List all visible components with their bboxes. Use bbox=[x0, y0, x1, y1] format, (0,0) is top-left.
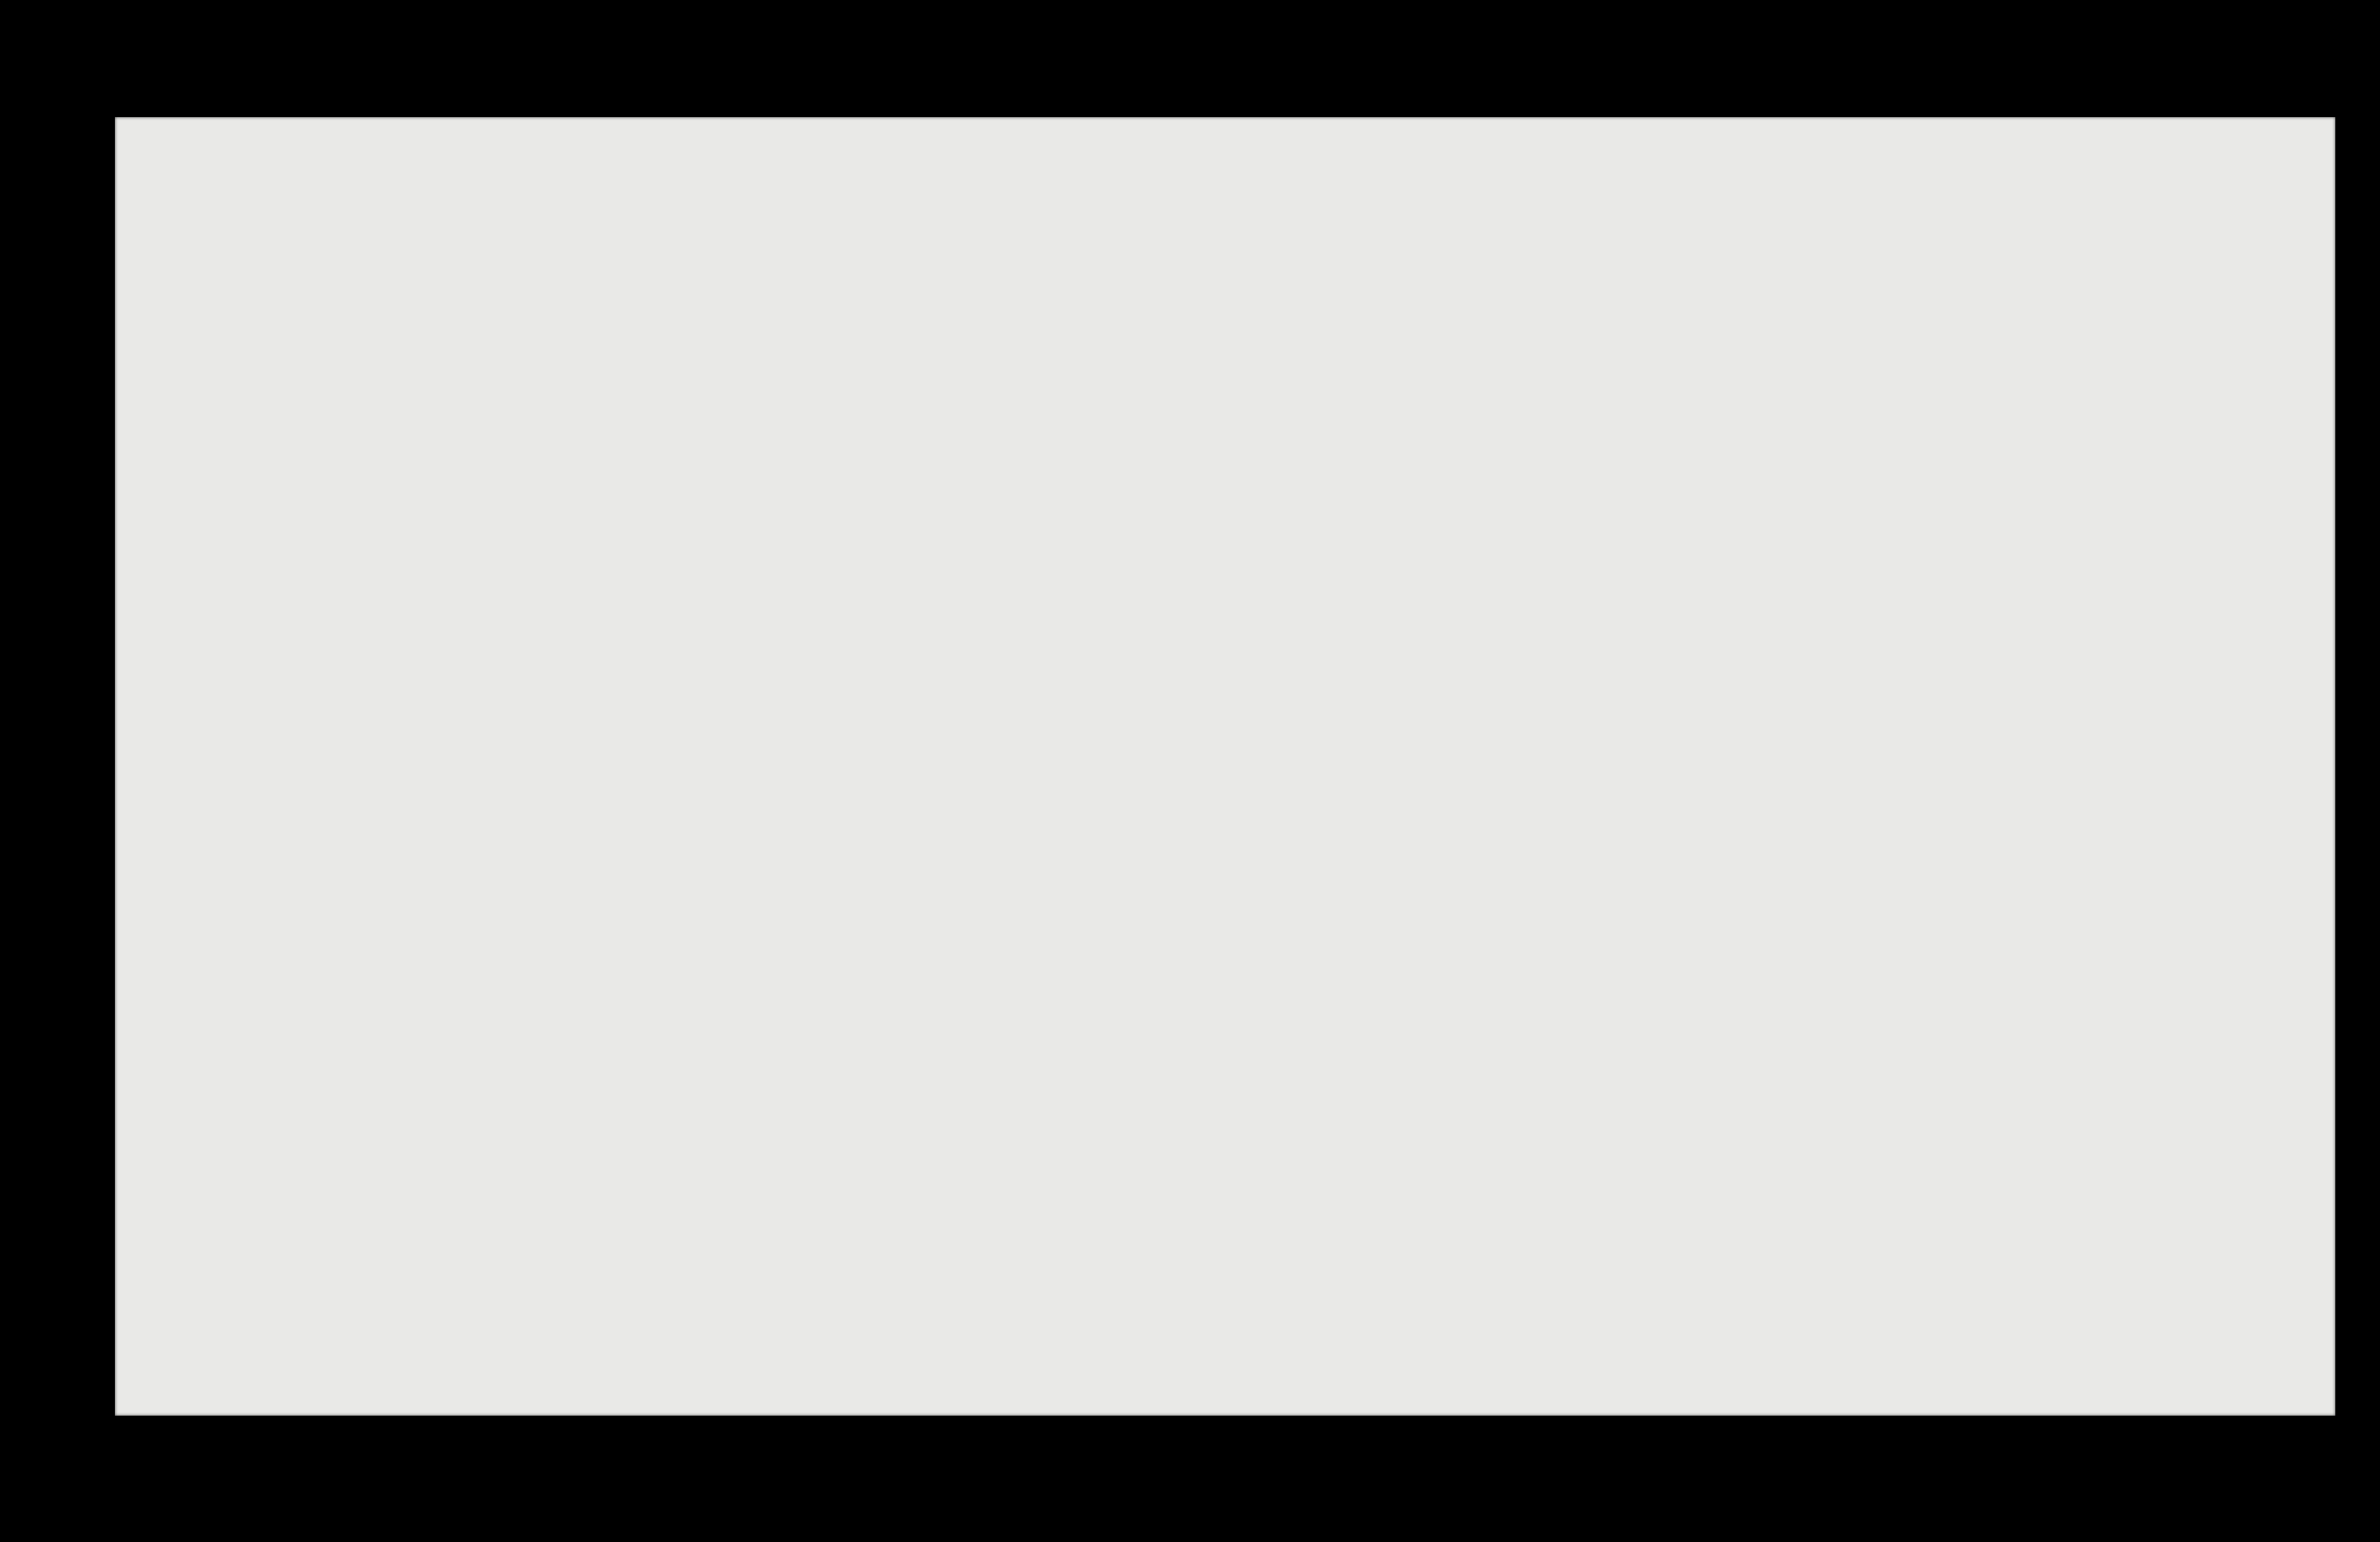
form-sheet bbox=[115, 117, 2335, 1416]
census-card bbox=[115, 117, 2335, 1416]
